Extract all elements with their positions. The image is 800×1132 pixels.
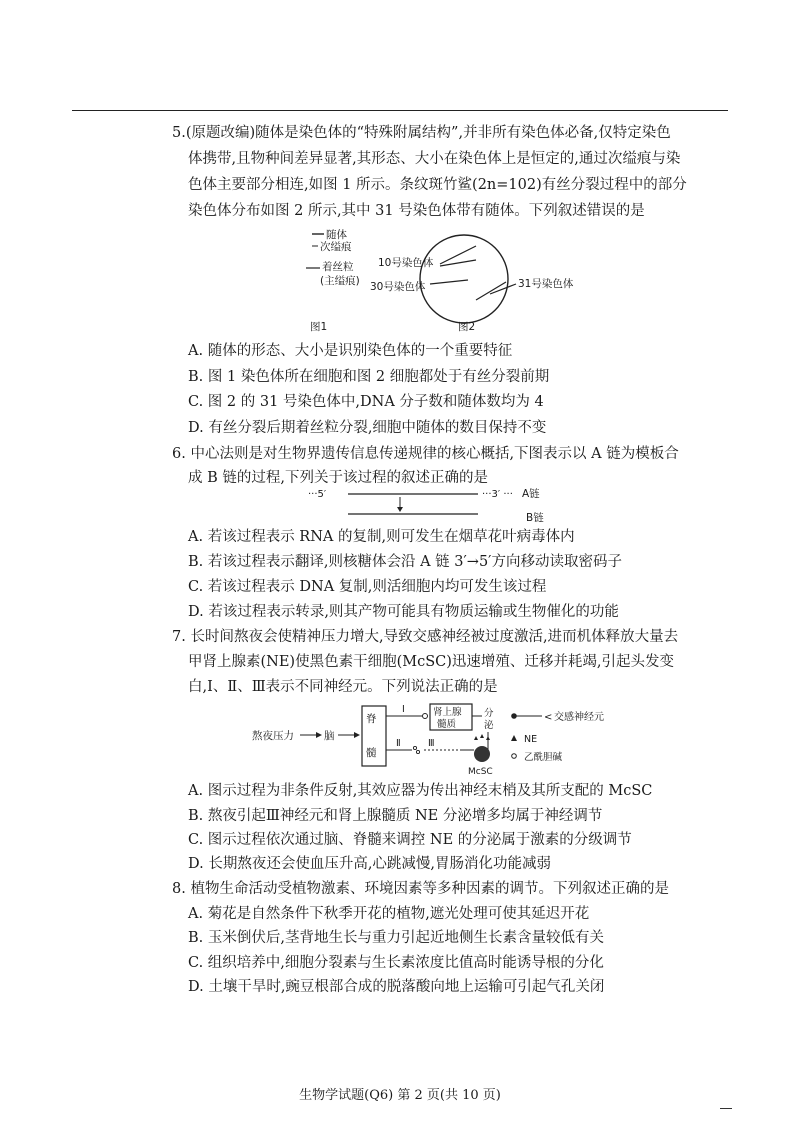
q7-secrete-2: 泌 xyxy=(484,720,494,731)
q5-option-b: B. 图 1 染色体所在细胞和图 2 细胞都处于有丝分裂前期 xyxy=(188,369,550,385)
fig2-cell xyxy=(420,235,508,323)
header-rule xyxy=(72,110,728,111)
q7-secrete-1: 分 xyxy=(484,708,494,719)
fig1-label-secondary-constriction: 次缢痕 xyxy=(320,241,352,253)
q7-synapse-1 xyxy=(423,714,428,719)
q6-option-a: A. 若该过程表示 RNA 的复制,则可发生在烟草花叶病毒体内 xyxy=(188,529,575,545)
q6-stem-line: 6. 中心法则是对生物界遗传信息传递规律的核心概括,下图表示以 A 链为模板合 xyxy=(172,446,679,462)
q7-legend-neuron-chevron: < xyxy=(544,712,553,723)
q6-arrow-head xyxy=(397,507,403,512)
q6-left-end: ···5′ xyxy=(308,489,327,500)
q7-stem-line: 白,Ⅰ、Ⅱ、Ⅲ表示不同神经元。下列说法正确的是 xyxy=(188,679,498,695)
q5-stem-line: 色体主要部分相连,如图 1 所示。条纹斑竹鲨(2n=102)有丝分裂过程中的部分 xyxy=(188,177,687,193)
q7-ach-dot xyxy=(413,746,416,749)
q6-strand-figure xyxy=(300,484,560,526)
q6-stem-line: 成 B 链的过程,下列关于该过程的叙述正确的是 xyxy=(188,470,488,486)
page-footer: 生物学试题(Q6) 第 2 页(共 10 页) xyxy=(299,1088,501,1103)
q7-arrow-head xyxy=(316,732,322,738)
q8-option-c: C. 组织培养中,细胞分裂素与生长素浓度比值高时能诱导根的分化 xyxy=(188,955,604,971)
q7-spinal-top: 脊 xyxy=(366,713,377,725)
q7-mcsc-label: McSC xyxy=(468,767,493,777)
q7-option-c: C. 图示过程依次通过脑、脊髓来调控 NE 的分泌属于激素的分级调节 xyxy=(188,832,632,848)
q7-neuron-3-label: Ⅲ xyxy=(428,738,435,749)
q7-ne-mark xyxy=(474,736,478,740)
fig1-label-centromere: 着丝粒 xyxy=(322,261,354,273)
q5-figures xyxy=(290,222,600,337)
q7-legend-ach-marker xyxy=(512,754,517,759)
fig2-label-30: 30号染色体 xyxy=(370,281,426,293)
fig1-label-satellite: 随体 xyxy=(326,229,347,241)
q7-brain-label: 脑 xyxy=(324,730,335,742)
fig2-caption: 图2 xyxy=(458,321,476,333)
q5-option-d: D. 有丝分裂后期着丝粒分裂,细胞中随体的数目保持不变 xyxy=(188,420,547,436)
q7-legend-ach: 乙酰胆碱 xyxy=(524,752,563,763)
q6-a-label: A链 xyxy=(522,488,540,500)
q7-adrenal-label-2: 髓质 xyxy=(437,719,457,730)
q8-option-a: A. 菊花是自然条件下秋季开花的植物,遮光处理可使其延迟开花 xyxy=(188,906,590,922)
fig1-label-primary-constriction: (主缢痕) xyxy=(320,275,360,287)
q7-mcsc-cell xyxy=(474,746,490,762)
q5-option-a: A. 随体的形态、大小是识别染色体的一个重要特征 xyxy=(188,343,513,359)
q6-right-end: ···3′ ··· xyxy=(482,489,513,500)
q8-option-d: D. 土壤干旱时,豌豆根部合成的脱落酸向地上运输可引起气孔关闭 xyxy=(188,979,605,995)
fig2-chromosome-30 xyxy=(430,280,468,284)
fig2-label-10: 10号染色体 xyxy=(378,257,434,269)
q5-option-c: C. 图 2 的 31 号染色体中,DNA 分子数和随体数均为 4 xyxy=(188,394,544,410)
q7-neuron-1-label: Ⅰ xyxy=(402,704,405,715)
q7-stem-line: 甲肾上腺素(NE)使黑色素干细胞(McSC)迅速增殖、迁移并耗竭,引起头发变 xyxy=(188,654,675,670)
q7-ne-mark xyxy=(486,736,490,740)
q6-b-label: B链 xyxy=(526,512,544,524)
q8-stem-line: 8. 植物生命活动受植物激素、环境因素等多种因素的调节。下列叙述正确的是 xyxy=(172,881,669,897)
fig1-caption: 图1 xyxy=(310,321,328,333)
q7-legend-neuron-marker xyxy=(511,713,517,719)
fig2-chromosome-31 xyxy=(476,282,506,300)
corner-mark xyxy=(720,1108,732,1109)
q7-neural-figure xyxy=(252,700,722,778)
q7-adrenal-label-1: 肾上腺 xyxy=(433,707,462,718)
q7-legend-neuron: 交感神经元 xyxy=(554,712,604,723)
q7-stress-label: 熬夜压力 xyxy=(252,730,294,742)
q5-stem-line: 体携带,且物种间差异显著,其形态、大小在染色体上是恒定的,通过次缢痕与染 xyxy=(188,151,681,167)
q7-legend-ne: NE xyxy=(524,734,538,745)
q7-arrow-head xyxy=(354,732,360,738)
q7-stem-line: 7. 长时间熬夜会使精神压力增大,导致交感神经被过度激活,进而机体释放大量去 xyxy=(172,629,679,645)
q6-option-b: B. 若该过程表示翻译,则核糖体会沿 A 链 3′→5′方向移动读取密码子 xyxy=(188,554,622,570)
q6-option-c: C. 若该过程表示 DNA 复制,则活细胞内均可发生该过程 xyxy=(188,579,547,595)
q8-option-b: B. 玉米倒伏后,茎背地生长与重力引起近地侧生长素含量较低有关 xyxy=(188,930,604,946)
q7-legend-ne-marker xyxy=(511,735,517,741)
q7-option-d: D. 长期熬夜还会使血压升高,心跳减慢,胃肠消化功能减弱 xyxy=(188,856,552,872)
q7-neuron-2-label: Ⅱ xyxy=(396,738,401,749)
q7-option-b: B. 熬夜引起Ⅲ神经元和肾上腺髓质 NE 分泌增多均属于神经调节 xyxy=(188,808,603,824)
q5-stem-line: 5.(原题改编)随体是染色体的“特殊附属结构”,并非所有染色体必备,仅特定染色 xyxy=(172,125,671,141)
q5-stem-line: 染色体分布如图 2 所示,其中 31 号染色体带有随体。下列叙述错误的是 xyxy=(188,203,645,219)
q7-option-a: A. 图示过程为非条件反射,其效应器为传出神经末梢及其所支配的 McSC xyxy=(188,783,653,799)
fig2-label-31: 31号染色体 xyxy=(518,278,574,290)
q7-spinal-bottom: 髓 xyxy=(366,747,377,759)
q6-option-d: D. 若该过程表示转录,则其产物可能具有物质运输或生物催化的功能 xyxy=(188,604,619,620)
q7-ach-dot xyxy=(416,750,419,753)
q7-ne-mark xyxy=(480,734,484,738)
